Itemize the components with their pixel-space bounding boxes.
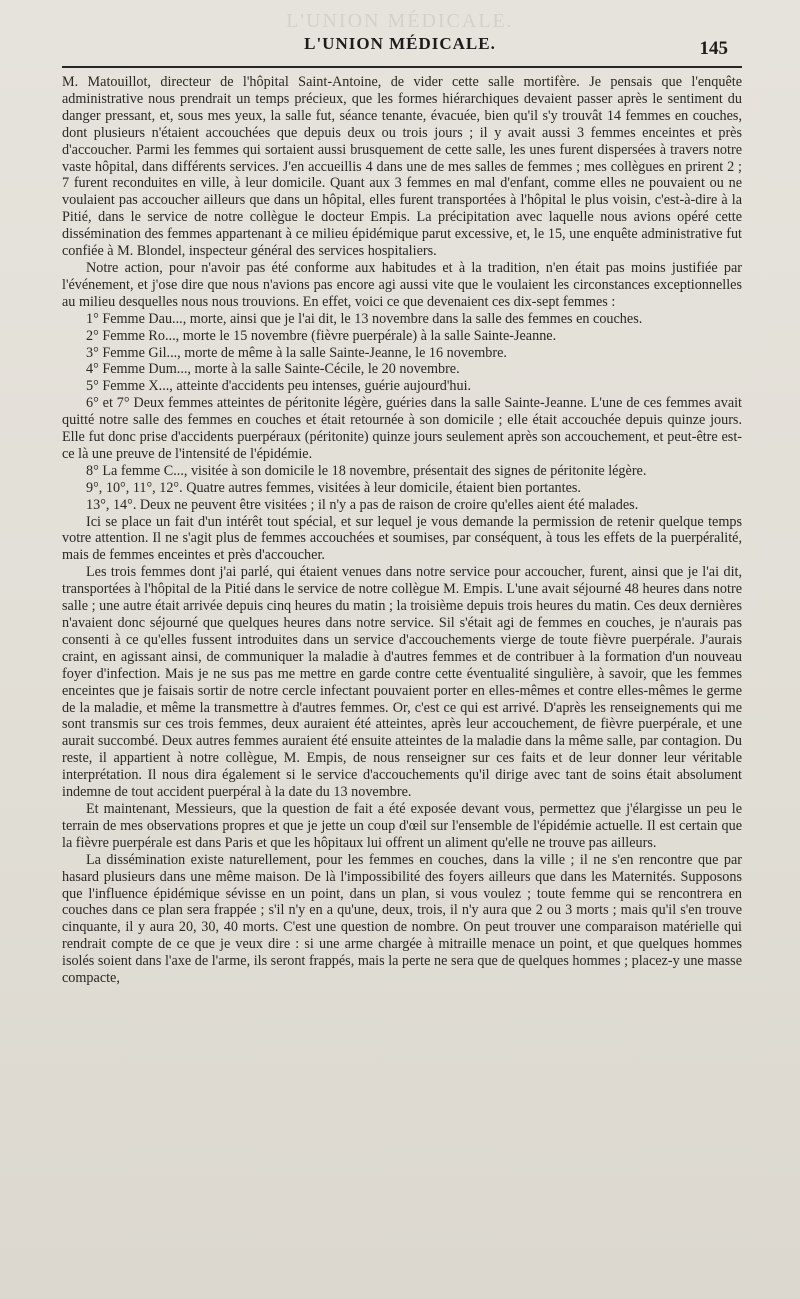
paragraph-6: La dissémination existe naturellement, pour les femmes en couches, dans la ville ; il ne s'en rencontre que par hasard plusieurs dans une même maison. De là l'impossibilité des foyers ailleurs que dans les Maternités. Supposons que l'influence épidémique sévisse en un point, dans un plan, si vous voulez ; toute femme qui se rencontrera en couches dans ce plan sera frappée ; s'il n'y en a qu'une, deux, trois, il n'y aura que 2 ou 3 morts ; mais qu'il s'en trouve cinquante, il y aura 20, 30, 40 morts. C'est une question de nombre. On peut trouver une comparaison matérielle qui rendrait compte de ce que je veux dire : si une arme chargée à mitraille menace un point, et que quelques hommes isolés soient dans l'axe de l'arme, ils seront frappés, mais la perte ne sera que de quelques hommes ; placez-y une masse compacte,	[62, 851, 742, 987]
journal-title: L'UNION MÉDICALE.	[304, 34, 496, 53]
list-item-13-14: 13°, 14°. Deux ne peuvent être visitées ; il n'y a pas de raison de croire qu'elles aient été malades.	[86, 496, 639, 513]
list-item-1: 1° Femme Dau..., morte, ainsi que je l'ai dit, le 13 novembre dans la salle des femmes en couches.	[86, 310, 643, 327]
list-item-5: 5° Femme X..., atteinte d'accidents peu intenses, guérie aujourd'hui.	[86, 378, 472, 395]
page-number: 145	[699, 38, 728, 59]
running-head	[0, 34, 800, 64]
list-item-8: 8° La femme C..., visitée à son domicile le 18 novembre, présentait des signes de péritonite légère.	[86, 462, 647, 479]
paragraph-5: Et maintenant, Messieurs, que la question de fait a été exposée devant vous, permettez que j'élargisse un peu le terrain de mes observations propres et que je jette un coup d'œil sur l'ensemble de l'épidémie actuelle. Il est certain que la fièvre puerpérale est dans Paris et que les hôpitaux lui offrent un aliment qu'elle ne trouve pas ailleurs.	[62, 800, 742, 851]
list-item-4: 4° Femme Dum..., morte à la salle Sainte-Cécile, le 20 novembre.	[86, 361, 460, 378]
paragraph-2: Notre action, pour n'avoir pas été conforme aux habitudes et à la tradition, n'en était pas moins justifiée par l'événement, et j'ose dire que nous n'avions pas encore agi aussi vite que le voulaient les circonstances exceptionnelles au milieu desquelles nous nous trouvions. En effet, voici ce que devenaient ces dix-sept femmes :	[62, 259, 742, 310]
list-item-9-12: 9°, 10°, 11°, 12°. Quatre autres femmes, visitées à leur domicile, étaient bien portantes.	[86, 479, 581, 496]
paragraph-1: M. Matouillot, directeur de l'hôpital Saint-Antoine, de vider cette salle mortifère. Je pensais que l'enquête administrative nous prendrait un temps précieux, que les formes hiérarchiques devaient passer après le sentiment du danger pressant, et, sous mes yeux, la salle fut, séance tenante, évacuée, bien qu'il s'y trouvât 14 femmes en couches, dont plusieurs n'étaient accouchées que depuis deux ou trois jours ; il y avait aussi 3 femmes enceintes et près d'accoucher. Parmi les femmes qui sortaient aussi brusquement de cette salle, les unes furent dispersées à travers notre vaste hôpital, dans différents services. J'en accueillis 4 dans une de mes salles de femmes ; mes collègues en prirent 2 ; 7 furent reconduites en ville, à leur domicile. Quant aux 3 femmes en mal d'enfant, comme elles ne pouvaient ou ne voulaient pas accoucher ailleurs que dans un hôpital, elles furent transportées à l'hôpital le plus voisin, c'est-à-dire à la Pitié, dans le service de notre collègue le docteur Empis. La précipitation avec laquelle nous avions opéré cette dissémination des femmes appartenant à ce milieu épidémique parut excessive, et, le 15, une enquête administrative fut confiée à M. Blondel, inspecteur général des services hospitaliers.	[62, 74, 742, 260]
article-body	[62, 74, 742, 1286]
list-item-2: 2° Femme Ro..., morte le 15 novembre (fièvre puerpérale) à la salle Sainte-Jeanne.	[86, 327, 557, 344]
list-item-3: 3° Femme Gil..., morte de même à la salle Sainte-Jeanne, le 16 novembre.	[86, 344, 507, 361]
paragraph-3: Ici se place un fait d'un intérêt tout spécial, et sur lequel je vous demande la permission de retenir quelque temps votre attention. Il ne s'agit plus de femmes accouchées et soumises, par conséquent, à tous les effets de la puerpéralité, mais de femmes enceintes et près d'accoucher.	[62, 513, 742, 564]
header-rule	[62, 66, 742, 68]
show-through-header: L'UNION MÉDICALE.	[286, 10, 514, 32]
paragraph-4: Les trois femmes dont j'ai parlé, qui étaient venues dans notre service pour accoucher, furent, ainsi que je l'ai dit, transportées à l'hôpital de la Pitié dans le service de notre collègue M. Empis. L'une avait séjourné 48 heures dans notre salle ; une autre était arrivée depuis cinq heures du matin ; la troisième depuis trois heures du matin. Ces deux dernières n'avaient donc séjourné que quelques heures dans notre service. Sil s'était agi de femmes en couches, je n'aurais pas consenti à ce qu'elles fussent introduites dans un service d'accouchements vierge de toute fièvre puerpérale. J'aurais craint, en agissant ainsi, de communiquer la maladie à d'autres femmes et de contribuer à la formation d'un nouveau foyer d'infection. Mais je ne sus pas me mettre en garde contre cette éventualité singulière, à savoir, que les femmes enceintes que je faisais sortir de notre cercle infectant pouvaient porter en elles-mêmes et contre elles-mêmes le germe de la maladie, et même la transmettre à d'autres femmes. Or, c'est ce qui est arrivé. D'après les renseignements qui me sont transmis sur ces trois femmes, deux auraient été atteintes, après leur accouchement, de fièvre puerpérale, et une aurait succombé. Deux autres femmes auraient été ensuite atteintes de la maladie dans la même salle, par contagion. Du reste, il appartient à notre collègue, M. Empis, de nous renseigner sur ces faits et de leur donner leur véritable interprétation. Il nous dira également si le service d'accouchements qu'il dirige avec tant de soins était absolument indemne de tout accident puerpéral à la date du 13 novembre.	[62, 564, 742, 801]
list-item-6-7: 6° et 7° Deux femmes atteintes de péritonite légère, guéries dans la salle Sainte-Jeanne. L'une de ces femmes avait quitté notre salle des femmes en couches et était retournée à son domicile ; elle était accouchée depuis quinze jours. Elle fut donc prise d'accidents puerpéraux (péritonite) quinze jours seulement après son accouchement, et peut-être est-ce là une preuve de l'intensité de l'épidémie.	[62, 395, 742, 462]
